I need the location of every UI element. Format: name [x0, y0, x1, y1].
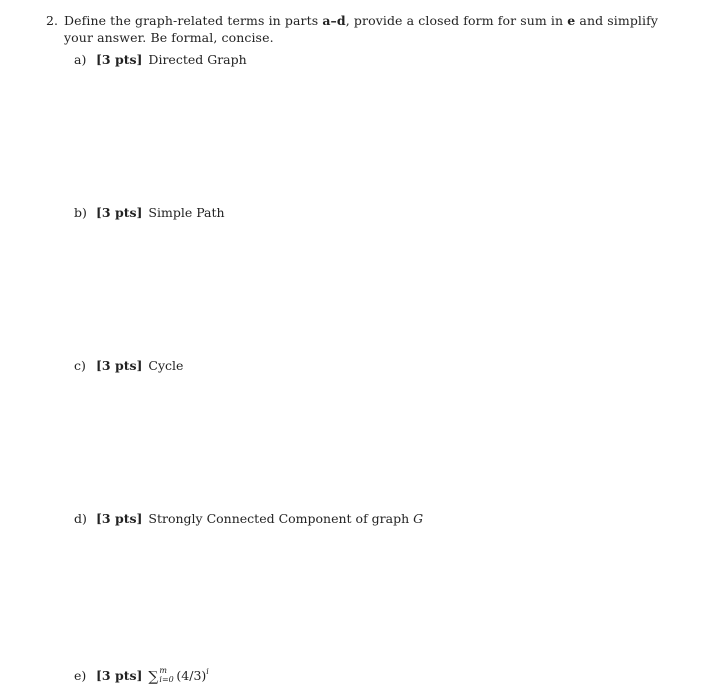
part-e-points: [3 pts] [95, 668, 143, 683]
part-d-math-g: G [413, 511, 424, 526]
question-text-a: Define the graph-related terms in parts [64, 13, 323, 28]
part-d-label: d) [74, 511, 87, 526]
question-text-bold-e: e [567, 13, 576, 28]
part-b [74, 205, 225, 221]
part-b-text: Simple Path [148, 205, 225, 220]
part-a-label: a) [74, 52, 87, 67]
part-a-points: [3 pts] [95, 52, 143, 67]
part-e [74, 664, 209, 685]
sum-upper-limit: m [159, 665, 168, 675]
question-2 [46, 12, 659, 46]
part-b-label: b) [74, 205, 87, 220]
part-c-text: Cycle [148, 358, 184, 373]
question-line-1 [46, 12, 659, 29]
sum-limits [158, 665, 176, 684]
question-text-bold-d: d [336, 13, 346, 28]
part-d-text: Strongly Connected Component of graph [148, 511, 414, 526]
sum-symbol: ∑ [148, 669, 159, 685]
part-d [74, 511, 423, 527]
part-b-points: [3 pts] [95, 205, 143, 220]
sum-lower-limit: i=0 [159, 674, 174, 684]
part-d-points: [3 pts] [95, 511, 143, 526]
question-text-c: and simplify [575, 13, 659, 28]
part-c-points: [3 pts] [95, 358, 143, 373]
question-line-2: your answer. Be formal, concise. [64, 30, 274, 45]
part-a [74, 52, 247, 68]
question-text-b: , provide a closed form for sum in [345, 13, 568, 28]
part-a-text: Directed Graph [148, 52, 247, 67]
question-number: 2. [46, 13, 59, 28]
question-text-dash: – [330, 13, 337, 28]
part-c-label: c) [74, 358, 86, 373]
part-c [74, 358, 183, 374]
part-e-label: e) [74, 668, 87, 683]
sum-exponent: i [206, 667, 209, 676]
question-text-bold-a: a [322, 13, 331, 28]
sum-base: (4/3) [176, 668, 207, 683]
